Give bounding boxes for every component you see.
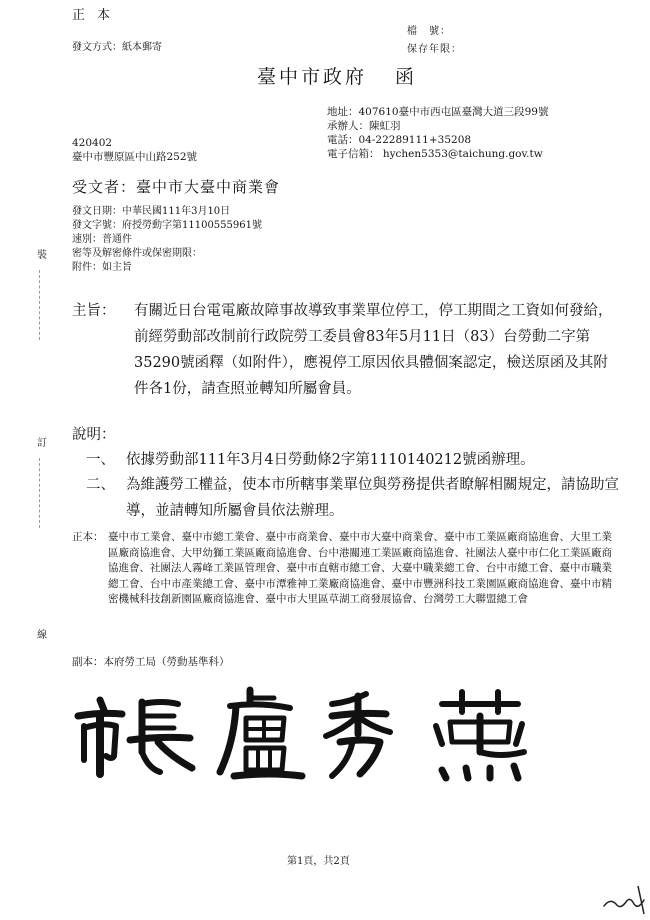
distribution-original (72, 530, 614, 608)
file-number-label: 檔 號： (407, 26, 451, 37)
copy-label: 副本： (72, 656, 104, 668)
item-text: 依據勞動部111年3月4日勞動條2字第1110140212號函辦理。 (126, 452, 535, 468)
recipient: 受文者：臺中市大臺中商業會 (72, 178, 281, 196)
binding-line (39, 458, 41, 528)
attachment: 附件：如主旨 (72, 262, 132, 273)
sender-contact: 承辦人：陳虹羽 (327, 120, 401, 132)
issue-date: 發文日期：中華民國111年3月10日 (72, 206, 231, 217)
sender-address: 地址：407610臺中市西屯區臺灣大道三段99號 (327, 106, 549, 118)
sender-phone: 電話：04-22289111+35208 (327, 134, 472, 146)
binding-mark: 裝 (37, 250, 47, 261)
signature-calligraphy (70, 682, 530, 782)
explanation-label: 說明： (72, 427, 116, 443)
cc-list: 臺中市工業會、臺中市總工業會、臺中市商業會、臺中市大臺中商業會、臺中市工業區廠商協進會、大里工業區廠商協進會、大甲幼獅工業區廠商協進會、台中港關連工業區廠商協進會、社團法人臺中市仁化工業區廠商協進會、社團法人霧峰工業區管理會、臺中市直轄市總工會、大臺中職業總工會、台中市總工會、臺中市職業總工會、台中市產業總工會、臺中市潭雅神工業廠商協進會、臺中市豐洲科技工業園區廠商協進會、臺中市精密機械科技創新園區廠商協進會、臺中市大里區草湖工商發展協會、台灣勞工大聯盟總工會 (108, 531, 612, 605)
subject (72, 298, 620, 402)
issuing-org: 臺中市政府 (257, 66, 368, 88)
binding-mark: 訂 (37, 438, 47, 449)
retention-label: 保存年限： (407, 44, 462, 55)
subject-label: 主旨： (72, 303, 116, 319)
mayor-signature (70, 682, 530, 782)
binding-line (39, 270, 41, 340)
explanation-item (72, 447, 620, 473)
postal-code: 420402 (72, 137, 113, 149)
recipient-address (72, 136, 197, 164)
copy-type: 正本 (72, 8, 123, 23)
send-method: 發文方式：紙本郵寄 (72, 42, 162, 53)
secrecy: 密等及解密條件或保密期限： (72, 248, 202, 259)
item-number: 二、 (86, 477, 115, 493)
copy-text: 本府勞工局（勞動基準科） (103, 656, 230, 668)
item-text: 為維護勞工權益，使本市所轄事業單位與勞務提供者瞭解相關規定，請協助宣導，並請轉知所屬會員依法辦理。 (126, 477, 619, 519)
explanation-item (72, 472, 620, 524)
binding-mark: 線 (37, 630, 47, 641)
cc-label: 正本： (72, 531, 104, 543)
item-number: 一、 (86, 452, 115, 468)
doc-type: 函 (395, 66, 418, 88)
handwritten-mark (600, 876, 648, 916)
distribution-copy (72, 654, 230, 669)
speed: 速別：普通件 (72, 234, 132, 245)
sender-info (327, 105, 617, 161)
page-number: 第1頁，共2頁 (287, 856, 350, 867)
street-address: 臺中市豐原區中山路252號 (72, 151, 198, 163)
subject-text: 有關近日台電電廠故障事故導致事業單位停工，停工期間之工資如何發給，前經勞動部改制前行政院勞工委員會83年5月11日（83）台勞動二字第35290號函釋（如附件），應視停工原因依具體個案認定，檢送原函及其附件各1份，請查照並轉知所屬會員。 (134, 303, 613, 397)
sender-email: 電子信箱： hychen5353@taichung.gov.tw (327, 148, 543, 160)
document-title (257, 62, 417, 89)
handwritten-scribble (600, 876, 648, 916)
document-meta (72, 205, 262, 275)
doc-number: 發文字號：府授勞動字第11100555961號 (72, 220, 262, 231)
